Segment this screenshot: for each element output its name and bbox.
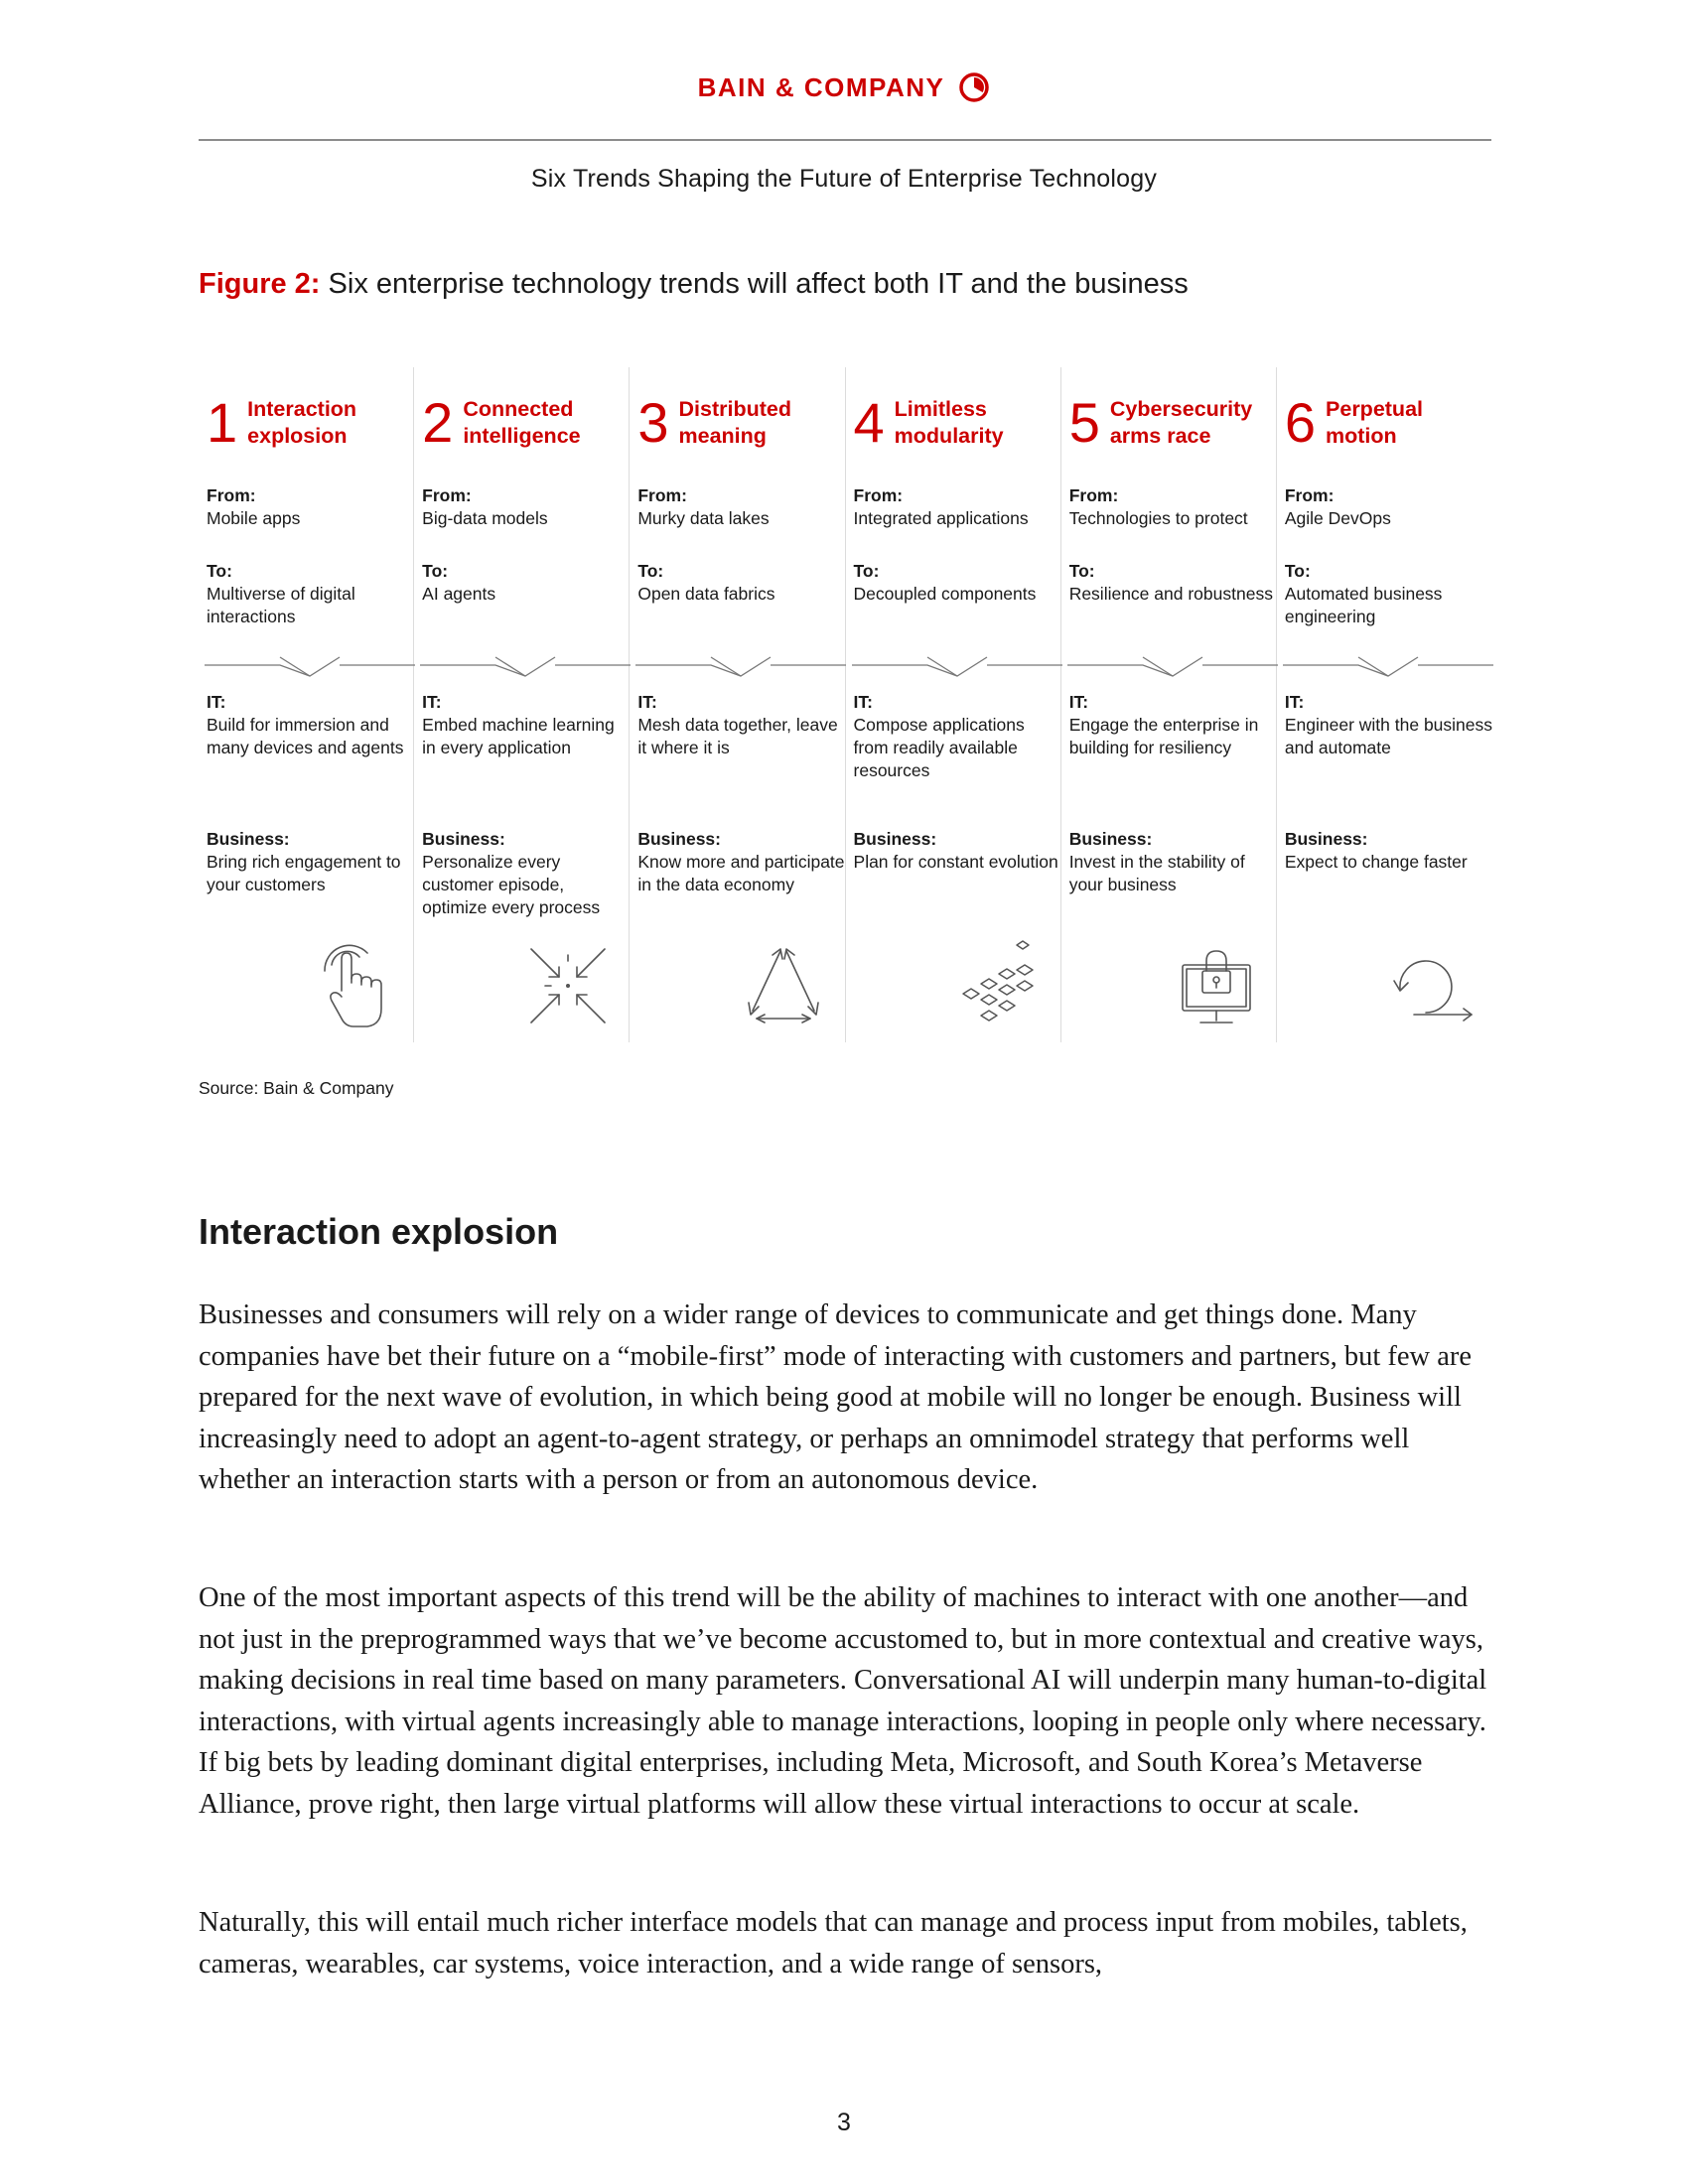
header-rule [199,139,1491,141]
from-label: From: [637,485,687,505]
business-block [637,828,848,896]
business-block [1069,828,1280,896]
section-heading: Interaction explosion [199,1211,559,1252]
body-paragraph: Naturally, this will entail much richer interface models that can manage and process input from mobiles, tablets, cameras, wearables, car systems, voice interaction, and a wide range of sensors, [199,1907,1468,1979]
chevron-divider-icon [1283,649,1493,679]
trend-header [207,391,396,454]
it-label: IT: [853,692,873,712]
body-paragraph: Businesses and consumers will rely on a wider range of devices to communicate and get things done. Many companies have bet their future on a “mobile-first” mode of interacting with customers and partners, but few are prepared for the next wave of evolution, in which being good at mobile will no longer be enough. Business will increasingly need to adopt an agent-to-agent strategy, or perhaps an omnimodel strategy that performs well whether an interaction starts with a person or from an autonomous device. [199,1299,1473,1496]
it-value: Engineer with the business and automate [1284,715,1493,757]
chevron-divider-icon [420,649,631,679]
figure-source: Source: Bain & Company [199,1078,394,1098]
business-block [854,828,1064,874]
it-block [1285,691,1495,759]
brand-name: BAIN & COMPANY [697,71,945,102]
touch-hand-icon [298,935,407,1030]
trend-number: 4 [853,391,885,454]
it-value: Mesh data together, leave it where it is [637,715,838,757]
trends-grid [199,367,1491,1042]
it-block [207,691,417,759]
business-label: Business: [207,829,290,849]
it-block [637,691,848,759]
trend-number: 1 [207,391,238,454]
trend-header [637,391,827,454]
locked-monitor-icon [1161,935,1270,1030]
to-label: To: [1068,561,1095,581]
it-label: IT: [422,692,442,712]
it-value: Engage the enterprise in building for resiliency [1068,715,1259,757]
trend-column [199,367,414,1042]
from-value: Big-data models [422,508,548,528]
to-label: To: [422,561,449,581]
page-number: 3 [837,2109,851,2136]
to-block [422,560,633,606]
bain-logo-icon [958,71,990,103]
trend-title: Distributed meaning [678,397,791,448]
it-block [854,691,1064,782]
from-label: From: [1284,485,1335,505]
trend-number: 2 [422,391,454,454]
it-label: IT: [1284,692,1305,712]
trend-column [630,367,845,1042]
it-block [1069,691,1280,759]
from-label: From: [207,485,256,505]
trend-header [853,391,1044,454]
converging-arrows-icon [513,935,623,1030]
trend-header [422,391,612,454]
business-label: Business: [637,829,721,849]
to-value: Resilience and robustness [1068,584,1273,604]
trend-column [1277,367,1491,1042]
to-block [637,560,848,606]
trend-header [1068,391,1259,454]
trend-column [846,367,1061,1042]
trend-number: 5 [1068,391,1100,454]
figure-caption [199,268,1189,301]
business-block [1285,828,1495,874]
trend-column [1061,367,1277,1042]
chevron-divider-icon [635,649,846,679]
it-label: IT: [1068,692,1089,712]
business-block [422,828,633,919]
from-block [854,484,1064,530]
to-value: AI agents [422,584,496,604]
it-label: IT: [637,692,657,712]
from-block [637,484,848,530]
trend-title: Perpetual motion [1326,397,1423,448]
from-block [207,484,417,530]
from-block [422,484,633,530]
trend-column [414,367,630,1042]
business-value: Invest in the stability of your business [1068,852,1245,894]
from-value: Murky data lakes [637,508,770,528]
to-label: To: [637,561,664,581]
to-label: To: [1284,561,1311,581]
business-value: Personalize every customer episode, optimize every process [422,852,601,917]
it-label: IT: [207,692,226,712]
from-block [1069,484,1280,530]
from-label: From: [422,485,472,505]
it-value: Compose applications from readily available resources [853,715,1025,780]
business-block [207,828,417,896]
chevron-divider-icon [205,649,415,679]
to-value: Open data fabrics [637,584,775,604]
business-label: Business: [1068,829,1153,849]
it-value: Build for immersion and many devices and agents [207,715,404,757]
business-value: Plan for constant evolution [853,852,1058,872]
business-value: Bring rich engagement to your customers [207,852,401,894]
business-label: Business: [853,829,937,849]
triangle-arrows-icon [729,935,838,1030]
business-value: Know more and participate in the data economy [637,852,845,894]
to-block [1069,560,1280,606]
figure-caption-text: Six enterprise technology trends will affect both IT and the business [328,268,1189,300]
trend-number: 3 [637,391,669,454]
chevron-divider-icon [1067,649,1278,679]
brand-header [0,71,1688,103]
to-value: Multiverse of digital interactions [207,584,355,626]
trend-title: Cybersecurity arms race [1109,397,1253,448]
to-value: Automated business engineering [1284,584,1443,626]
from-block [1285,484,1495,530]
trend-title: Limitless modularity [894,397,1004,448]
to-block [1285,560,1495,628]
business-label: Business: [1284,829,1368,849]
to-block [207,560,417,628]
trend-number: 6 [1284,391,1317,454]
from-value: Integrated applications [853,508,1029,528]
to-label: To: [853,561,880,581]
from-value: Agile DevOps [1284,508,1391,528]
it-value: Embed machine learning in every application [422,715,615,757]
document-title: Six Trends Shaping the Future of Enterprise Technology [530,165,1158,193]
to-block [854,560,1064,606]
trend-header [1284,391,1475,454]
trend-title: Interaction explosion [247,397,357,448]
from-label: From: [853,485,904,505]
business-label: Business: [422,829,505,849]
to-value: Decoupled components [853,584,1037,604]
body-paragraph: One of the most important aspects of this trend will be the ability of machines to interact with one another—and not just in the preprogrammed ways that we’ve become accustomed to, but in more contextual and creative ways, making decisions in real time based on many parameters. Conversational AI will underpin many human-to-digital interactions, with virtual agents increasingly able to manage interactions, looping in people only where necessary. If big bets by leading dominant digital enterprises, including Meta, Microsoft, and South Korea’s Metaverse Alliance, prove right, then large virtual platforms will allow these virtual interactions to occur at scale. [199,1582,1487,1820]
figure-label: Figure 2: [199,268,321,300]
chevron-divider-icon [852,649,1062,679]
business-value: Expect to change faster [1284,852,1468,872]
trend-title: Connected intelligence [463,397,581,448]
modular-tiles-icon [945,935,1055,1030]
to-label: To: [207,561,232,581]
from-value: Mobile apps [207,508,301,528]
it-block [422,691,633,759]
from-label: From: [1068,485,1119,505]
from-value: Technologies to protect [1068,508,1248,528]
loop-arrow-icon [1376,935,1485,1030]
